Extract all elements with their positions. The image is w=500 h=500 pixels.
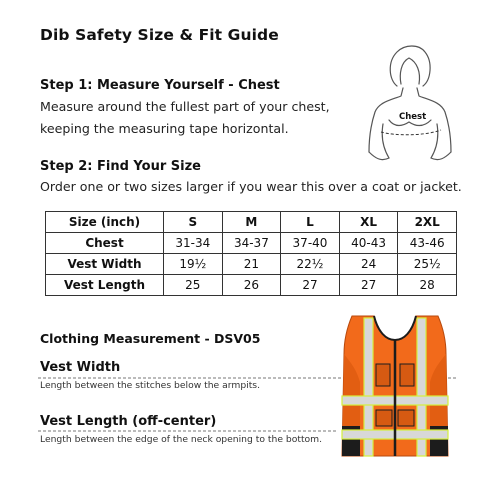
step2-heading: Step 2: Find Your Size <box>40 159 201 174</box>
chest-label: Chest <box>399 112 427 122</box>
table-cell: 27 <box>281 275 340 296</box>
header-cell: 2XL <box>398 212 457 233</box>
header-cell: L <box>281 212 340 233</box>
vest-width-description: Length between the stitches below the armpits. <box>40 380 261 391</box>
row-label: Vest Width <box>46 254 164 275</box>
table-cell: 27 <box>339 275 398 296</box>
row-label: Vest Length <box>46 275 164 296</box>
body-outline-figure <box>345 40 475 168</box>
header-cell: S <box>164 212 223 233</box>
table-cell: 37-40 <box>281 233 340 254</box>
table-cell: 40-43 <box>339 233 398 254</box>
row-label: Chest <box>46 233 164 254</box>
table-row <box>46 275 457 296</box>
header-cell: XL <box>339 212 398 233</box>
vest-width-title: Vest Width <box>40 360 121 375</box>
size-chart-table <box>45 211 457 296</box>
clothing-measurement-heading: Clothing Measurement - DSV05 <box>40 331 261 346</box>
table-row <box>46 233 457 254</box>
table-cell: 22½ <box>281 254 340 275</box>
header-cell: M <box>222 212 281 233</box>
page-title: Dib Safety Size & Fit Guide <box>40 26 279 44</box>
step1-line1: Measure around the fullest part of your chest, <box>40 99 330 114</box>
table-cell: 21 <box>222 254 281 275</box>
step1-heading: Step 1: Measure Yourself - Chest <box>40 78 280 93</box>
step1-instructions <box>40 96 350 140</box>
table-cell: 31-34 <box>164 233 223 254</box>
table-cell: 34-37 <box>222 233 281 254</box>
step1-line2: keeping the measuring tape horizontal. <box>40 121 289 136</box>
table-cell: 28 <box>398 275 457 296</box>
table-cell: 25½ <box>398 254 457 275</box>
table-cell: 43-46 <box>398 233 457 254</box>
vest-length-title: Vest Length (off-center) <box>40 414 217 429</box>
table-row <box>46 254 457 275</box>
vest-length-description: Length between the edge of the neck opening to the bottom. <box>40 434 323 445</box>
table-header-row <box>46 212 457 233</box>
table-cell: 24 <box>339 254 398 275</box>
step2-instructions: Order one or two sizes larger if you wear this over a coat or jacket. <box>40 179 462 194</box>
safety-vest-image <box>330 306 460 466</box>
table-cell: 26 <box>222 275 281 296</box>
table-cell: 25 <box>164 275 223 296</box>
header-cell: Size (inch) <box>46 212 164 233</box>
table-cell: 19½ <box>164 254 223 275</box>
